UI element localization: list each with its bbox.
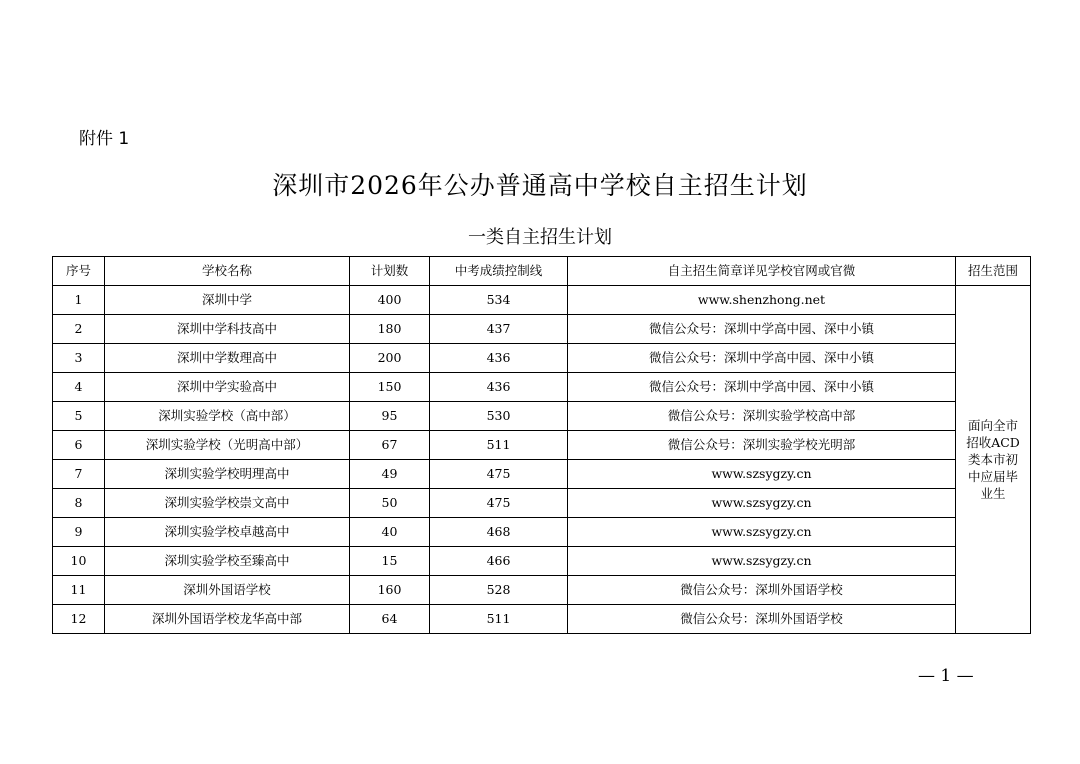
cell-info-source: 微信公众号：深圳实验学校高中部	[568, 402, 956, 431]
cell-score-cutoff: 530	[430, 402, 568, 431]
cell-school-name: 深圳中学	[105, 286, 350, 315]
cell-info-source: 微信公众号：深圳实验学校光明部	[568, 431, 956, 460]
cell-plan-count: 64	[350, 605, 430, 634]
cell-score-cutoff: 475	[430, 460, 568, 489]
cell-plan-count: 200	[350, 344, 430, 373]
header-info-source: 自主招生简章详见学校官网或官微	[568, 257, 956, 286]
cell-score-cutoff: 511	[430, 431, 568, 460]
document-title: 深圳市2026年公办普通高中学校自主招生计划	[272, 171, 808, 200]
cell-plan-count: 67	[350, 431, 430, 460]
page-number: — 1 —	[918, 666, 974, 686]
cell-index: 4	[53, 373, 105, 402]
cell-info-source: www.shenzhong.net	[568, 286, 956, 315]
cell-info-source: 微信公众号：深圳外国语学校	[568, 576, 956, 605]
cell-school-name: 深圳实验学校（光明高中部）	[105, 431, 350, 460]
cell-index: 11	[53, 576, 105, 605]
cell-score-cutoff: 534	[430, 286, 568, 315]
table-row	[53, 460, 1031, 489]
cell-plan-count: 15	[350, 547, 430, 576]
enrollment-plan-table	[52, 256, 1031, 634]
cell-score-cutoff: 466	[430, 547, 568, 576]
cell-plan-count: 50	[350, 489, 430, 518]
cell-score-cutoff: 437	[430, 315, 568, 344]
section-title: 一类自主招生计划	[468, 227, 612, 248]
cell-index: 5	[53, 402, 105, 431]
cell-plan-count: 95	[350, 402, 430, 431]
cell-plan-count: 150	[350, 373, 430, 402]
enrollment-scope-text: 面向全市招收ACD类本市初中应届毕业生	[966, 418, 1020, 501]
cell-score-cutoff: 475	[430, 489, 568, 518]
table-header-row	[53, 257, 1031, 286]
table-row	[53, 547, 1031, 576]
cell-index: 10	[53, 547, 105, 576]
cell-plan-count: 160	[350, 576, 430, 605]
cell-info-source: www.szsygzy.cn	[568, 489, 956, 518]
cell-school-name: 深圳中学实验高中	[105, 373, 350, 402]
cell-school-name: 深圳外国语学校	[105, 576, 350, 605]
cell-index: 8	[53, 489, 105, 518]
cell-score-cutoff: 528	[430, 576, 568, 605]
table-row	[53, 315, 1031, 344]
cell-school-name: 深圳实验学校至臻高中	[105, 547, 350, 576]
cell-school-name: 深圳实验学校明理高中	[105, 460, 350, 489]
cell-index: 9	[53, 518, 105, 547]
cell-index: 1	[53, 286, 105, 315]
cell-info-source: www.szsygzy.cn	[568, 460, 956, 489]
cell-plan-count: 400	[350, 286, 430, 315]
attachment-label: 附件 1	[79, 129, 130, 149]
cell-school-name: 深圳外国语学校龙华高中部	[105, 605, 350, 634]
table-row	[53, 373, 1031, 402]
cell-score-cutoff: 436	[430, 344, 568, 373]
table-row	[53, 489, 1031, 518]
cell-school-name: 深圳中学数理高中	[105, 344, 350, 373]
cell-school-name: 深圳实验学校卓越高中	[105, 518, 350, 547]
cell-index: 6	[53, 431, 105, 460]
cell-enrollment-scope	[956, 286, 1031, 634]
cell-school-name: 深圳实验学校崇文高中	[105, 489, 350, 518]
cell-score-cutoff: 468	[430, 518, 568, 547]
cell-index: 12	[53, 605, 105, 634]
table-row	[53, 576, 1031, 605]
cell-index: 7	[53, 460, 105, 489]
cell-index: 2	[53, 315, 105, 344]
cell-plan-count: 49	[350, 460, 430, 489]
cell-info-source: 微信公众号：深圳中学高中园、深中小镇	[568, 373, 956, 402]
table-row	[53, 605, 1031, 634]
cell-info-source: 微信公众号：深圳外国语学校	[568, 605, 956, 634]
header-school-name: 学校名称	[105, 257, 350, 286]
cell-info-source: 微信公众号：深圳中学高中园、深中小镇	[568, 315, 956, 344]
cell-school-name: 深圳实验学校（高中部）	[105, 402, 350, 431]
cell-plan-count: 180	[350, 315, 430, 344]
table-row	[53, 518, 1031, 547]
cell-score-cutoff: 436	[430, 373, 568, 402]
table-row	[53, 344, 1031, 373]
cell-school-name: 深圳中学科技高中	[105, 315, 350, 344]
table-row	[53, 431, 1031, 460]
cell-score-cutoff: 511	[430, 605, 568, 634]
cell-index: 3	[53, 344, 105, 373]
cell-info-source: www.szsygzy.cn	[568, 518, 956, 547]
cell-info-source: 微信公众号：深圳中学高中园、深中小镇	[568, 344, 956, 373]
table-row	[53, 402, 1031, 431]
table-row	[53, 286, 1031, 315]
header-score-cutoff: 中考成绩控制线	[430, 257, 568, 286]
header-index: 序号	[53, 257, 105, 286]
header-plan-count: 计划数	[350, 257, 430, 286]
cell-plan-count: 40	[350, 518, 430, 547]
header-enrollment-scope: 招生范围	[956, 257, 1031, 286]
cell-info-source: www.szsygzy.cn	[568, 547, 956, 576]
